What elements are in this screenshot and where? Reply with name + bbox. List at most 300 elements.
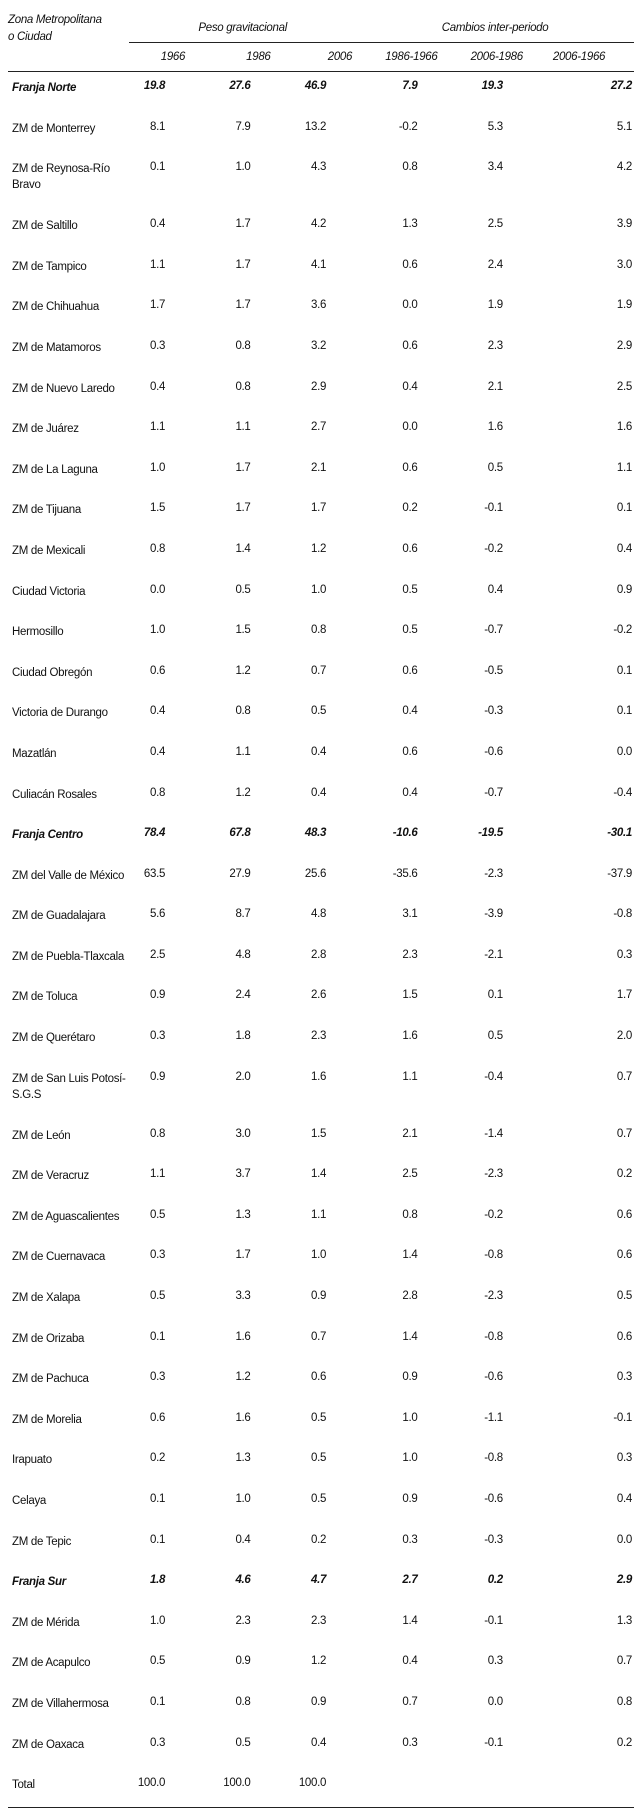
value-cell: 5.1: [616, 120, 632, 133]
value-cell: 0.4: [150, 380, 166, 393]
value-cell: 0.1: [616, 664, 632, 677]
table-row: [8, 1526, 634, 1567]
row-name: Hermosillo: [12, 626, 64, 639]
value-cell: 0.9: [150, 989, 166, 1002]
value-cell: 1.2: [311, 1655, 327, 1668]
table-row: [8, 1241, 634, 1282]
value-cell: 1.0: [150, 461, 166, 474]
value-cell: 2.9: [311, 380, 327, 393]
value-cell: 27.9: [229, 867, 251, 880]
table-row: [8, 779, 634, 820]
row-name: ZM de Oaxaca: [12, 1738, 84, 1751]
table-body: [8, 72, 634, 1808]
value-cell: 1.5: [235, 624, 251, 637]
value-cell: 0.2: [487, 1574, 503, 1587]
row-name: ZM de Villahermosa: [12, 1697, 109, 1710]
value-cell: 100.0: [275, 1769, 357, 1808]
value-cell: 2.0: [616, 1030, 632, 1043]
value-cell: 0.6: [616, 1330, 632, 1343]
value-cell: 0.6: [402, 745, 418, 758]
value-cell: 0.9: [311, 1290, 327, 1303]
value-cell: -0.1: [484, 502, 503, 515]
value-cell: -35.6: [392, 867, 418, 880]
value-cell: 1.3: [616, 1614, 632, 1627]
row-name: ZM del Valle de México: [12, 869, 125, 882]
value-cell: 3.0: [616, 258, 632, 271]
value-cell: 67.8: [229, 827, 251, 840]
table-row: [8, 1282, 634, 1323]
row-name: ZM de Saltillo: [12, 220, 78, 233]
value-cell: 0.9: [402, 1493, 418, 1505]
value-cell: 0.5: [311, 1493, 327, 1505]
row-name: ZM de Monterrey: [12, 122, 96, 135]
row-name: ZM de Aguascalientes: [12, 1210, 120, 1223]
value-cell: 3.1: [402, 908, 418, 921]
year-header: 1986-1966: [356, 43, 441, 72]
value-cell: 7.9: [235, 120, 251, 133]
value-cell: 1.0: [402, 1452, 418, 1465]
row-name: ZM de La Laguna: [12, 463, 98, 476]
value-cell: 0.4: [235, 1533, 251, 1546]
value-cell: 2.5: [402, 1168, 418, 1181]
value-cell: 1.0: [150, 624, 166, 637]
region-total-row: [8, 1566, 634, 1607]
value-cell: 0.3: [616, 1371, 632, 1384]
value-cell: -1.1: [484, 1411, 503, 1424]
value-cell: 0.7: [616, 1127, 632, 1140]
table-row: [8, 210, 634, 251]
value-cell: 2.1: [487, 380, 503, 393]
value-cell: -19.5: [478, 827, 503, 840]
table-row: [8, 1063, 634, 1120]
table-row: [8, 1022, 634, 1063]
value-cell: -30.1: [607, 827, 632, 840]
value-cell: 1.5: [402, 989, 418, 1002]
row-name: ZM de Chihuahua: [12, 301, 99, 314]
value-cell: 0.8: [235, 1695, 251, 1708]
value-cell: -0.2: [484, 542, 503, 555]
value-cell: 0.2: [150, 1452, 166, 1465]
value-cell: 0.6: [402, 461, 418, 474]
value-cell: 2.6: [311, 989, 327, 1002]
value-cell: 2.5: [616, 380, 632, 393]
value-cell: 1.7: [150, 299, 166, 312]
value-cell: -0.3: [484, 705, 503, 718]
table-row: [8, 1201, 634, 1242]
value-cell: 0.2: [311, 1533, 327, 1546]
value-cell: 2.7: [311, 421, 327, 434]
row-name: Irapuato: [12, 1454, 52, 1467]
value-cell: -2.1: [484, 948, 503, 961]
value-cell: 0.1: [150, 161, 166, 174]
value-cell: -0.4: [484, 1070, 503, 1083]
value-cell: 1.0: [311, 1249, 327, 1262]
value-cell: -0.8: [484, 1330, 503, 1343]
value-cell: 0.6: [311, 1371, 327, 1384]
value-cell: 1.7: [235, 502, 251, 515]
value-cell: -2.3: [484, 1168, 503, 1181]
value-cell: 1.1: [616, 461, 632, 474]
row-name: ZM de Puebla-Tlaxcala: [12, 950, 124, 963]
value-cell: 0.6: [402, 339, 418, 352]
value-cell: -0.1: [484, 1614, 503, 1627]
value-cell: 2.3: [402, 948, 418, 961]
group-header-peso: Peso gravitacional: [198, 22, 287, 34]
value-cell: 0.4: [402, 786, 418, 799]
value-cell: -2.3: [484, 1290, 503, 1303]
value-cell: 1.4: [311, 1168, 327, 1181]
row-name: Total: [8, 1769, 129, 1808]
value-cell: 3.7: [235, 1168, 251, 1181]
value-cell: 0.5: [235, 1736, 251, 1749]
value-cell: 0.4: [402, 380, 418, 393]
row-name: Victoria de Durango: [12, 707, 108, 720]
table-row: [8, 1160, 634, 1201]
table-row: [8, 332, 634, 373]
value-cell: 1.7: [235, 1249, 251, 1262]
table-row: [8, 1729, 634, 1770]
table-row: [8, 738, 634, 779]
value-cell: [441, 1769, 526, 1808]
value-cell: 0.7: [616, 1070, 632, 1083]
value-cell: 1.4: [402, 1614, 418, 1627]
value-cell: 1.1: [150, 1168, 166, 1181]
value-cell: -0.5: [484, 664, 503, 677]
value-cell: 0.1: [616, 705, 632, 718]
row-name: Culiacán Rosales: [12, 788, 97, 801]
value-cell: -0.7: [484, 786, 503, 799]
value-cell: 0.4: [150, 745, 166, 758]
value-cell: 1.3: [235, 1452, 251, 1465]
value-cell: 0.9: [402, 1371, 418, 1384]
value-cell: 0.2: [616, 1736, 632, 1749]
value-cell: 0.8: [150, 542, 166, 555]
value-cell: 1.6: [616, 421, 632, 434]
value-cell: 0.1: [150, 1330, 166, 1343]
row-name: Ciudad Obregón: [12, 666, 93, 679]
value-cell: 0.4: [311, 745, 327, 758]
value-cell: 0.1: [616, 502, 632, 515]
row-name: Franja Centro: [12, 829, 83, 842]
value-cell: 3.6: [311, 299, 327, 312]
value-cell: 100.0: [129, 1769, 189, 1808]
value-cell: 0.8: [150, 786, 166, 799]
row-name: Ciudad Victoria: [12, 585, 86, 598]
value-cell: 4.8: [235, 948, 251, 961]
value-cell: -3.9: [484, 908, 503, 921]
value-cell: 0.4: [150, 705, 166, 718]
value-cell: 1.7: [616, 989, 632, 1002]
value-cell: 1.6: [487, 421, 503, 434]
value-cell: [356, 1769, 441, 1808]
row-name: ZM de Pachuca: [12, 1373, 89, 1386]
row-name: ZM de León: [12, 1129, 71, 1142]
value-cell: 1.8: [150, 1574, 166, 1587]
value-cell: 2.8: [402, 1290, 418, 1303]
value-cell: 3.2: [311, 339, 327, 352]
value-cell: 1.7: [311, 502, 327, 515]
value-cell: 0.5: [487, 461, 503, 474]
value-cell: 0.5: [402, 624, 418, 637]
value-cell: 0.6: [616, 1249, 632, 1262]
row-name: ZM de Nuevo Laredo: [12, 382, 115, 395]
table-row: [8, 113, 634, 154]
value-cell: 25.6: [304, 867, 327, 880]
row-name: ZM de Matamoros: [12, 341, 101, 354]
value-cell: 19.8: [143, 80, 166, 92]
row-name: ZM de San Luis Potosí-S.G.S: [12, 1072, 126, 1101]
value-cell: 0.9: [311, 1695, 327, 1708]
value-cell: 4.3: [311, 161, 327, 174]
value-cell: 3.0: [235, 1127, 251, 1140]
value-cell: 1.6: [402, 1030, 418, 1043]
table-row: [8, 616, 634, 657]
value-cell: 2.3: [235, 1614, 251, 1627]
value-cell: 100.0: [189, 1769, 274, 1808]
value-cell: 1.2: [235, 786, 251, 799]
value-cell: 0.4: [311, 786, 327, 799]
value-cell: 1.0: [150, 1614, 166, 1627]
group-header-cambios: Cambios inter-periodo: [441, 22, 549, 34]
value-cell: 0.4: [150, 218, 166, 231]
value-cell: 1.4: [402, 1249, 418, 1262]
value-cell: 1.1: [235, 745, 251, 758]
row-name: ZM de Guadalajara: [12, 910, 106, 923]
row-name: ZM de Morelia: [12, 1413, 82, 1426]
value-cell: 1.8: [235, 1030, 251, 1043]
table-row: [8, 494, 634, 535]
header-row-groups: [8, 4, 634, 43]
row-name: Mazatlán: [12, 747, 57, 760]
region-total-row: [8, 819, 634, 860]
value-cell: -0.1: [613, 1411, 632, 1424]
value-cell: 1.4: [402, 1330, 418, 1343]
name-header-line1: Zona Metropolitana: [8, 14, 102, 26]
value-cell: 0.2: [402, 502, 418, 515]
value-cell: 46.9: [304, 80, 327, 92]
value-cell: 1.2: [235, 664, 251, 677]
value-cell: 0.6: [402, 542, 418, 555]
value-cell: 0.1: [487, 989, 503, 1002]
row-name: ZM de Reynosa-Río Bravo: [12, 163, 110, 192]
value-cell: 0.3: [150, 339, 166, 352]
value-cell: 0.6: [150, 1411, 166, 1424]
value-cell: 0.0: [616, 1533, 632, 1546]
value-cell: -10.6: [392, 827, 418, 840]
value-cell: 0.8: [311, 624, 327, 637]
value-cell: 0.5: [311, 705, 327, 718]
table-row: [8, 413, 634, 454]
value-cell: 0.6: [402, 664, 418, 677]
value-cell: 1.0: [235, 161, 251, 174]
table-row: [8, 291, 634, 332]
value-cell: 0.8: [235, 339, 251, 352]
row-name: ZM de Toluca: [12, 991, 78, 1004]
value-cell: 0.4: [616, 1493, 632, 1505]
value-cell: 0.8: [402, 1208, 418, 1221]
value-cell: 0.3: [150, 1249, 166, 1262]
value-cell: 1.2: [311, 542, 327, 555]
value-cell: 0.9: [235, 1655, 251, 1668]
value-cell: 0.0: [487, 1695, 503, 1708]
value-cell: 0.0: [402, 421, 418, 434]
row-name: Celaya: [12, 1495, 46, 1507]
row-name: ZM de Cuernavaca: [12, 1251, 105, 1264]
value-cell: 0.4: [616, 542, 632, 555]
value-cell: 2.1: [311, 461, 327, 474]
value-cell: 13.2: [304, 120, 327, 133]
value-cell: 1.1: [150, 421, 166, 434]
value-cell: 0.5: [150, 1208, 166, 1221]
table-row: [8, 576, 634, 617]
value-cell: 2.3: [311, 1614, 327, 1627]
table-row: [8, 900, 634, 941]
row-name: ZM de Mérida: [12, 1616, 80, 1629]
table-row: [8, 860, 634, 901]
row-name: Franja Norte: [12, 82, 77, 94]
value-cell: 1.3: [402, 218, 418, 231]
value-cell: -0.6: [484, 745, 503, 758]
value-cell: 0.5: [311, 1411, 327, 1424]
table-row: [8, 1404, 634, 1445]
table-row: [8, 1647, 634, 1688]
region-total-row: [8, 72, 634, 113]
value-cell: 1.0: [235, 1493, 251, 1505]
table-row: [8, 1444, 634, 1485]
value-cell: 48.3: [304, 827, 327, 840]
year-header: 2006-1986: [441, 43, 526, 72]
value-cell: 1.4: [235, 542, 251, 555]
value-cell: -1.4: [484, 1127, 503, 1140]
value-cell: 1.9: [487, 299, 503, 312]
value-cell: 0.4: [402, 1655, 418, 1668]
table-row: [8, 697, 634, 738]
value-cell: -2.3: [484, 867, 503, 880]
value-cell: 2.1: [402, 1127, 418, 1140]
value-cell: 0.3: [402, 1736, 418, 1749]
value-cell: 1.1: [235, 421, 251, 434]
value-cell: 2.3: [487, 339, 503, 352]
value-cell: 27.6: [229, 80, 251, 92]
row-name: ZM de Xalapa: [12, 1292, 80, 1305]
value-cell: 0.3: [616, 948, 632, 961]
value-cell: 1.6: [311, 1070, 327, 1083]
value-cell: 0.5: [235, 583, 251, 596]
value-cell: 1.3: [235, 1208, 251, 1221]
value-cell: 0.6: [150, 664, 166, 677]
row-name: ZM de Tijuana: [12, 504, 81, 517]
row-name: ZM de Acapulco: [12, 1657, 91, 1670]
table-row: [8, 251, 634, 292]
value-cell: 4.2: [616, 161, 632, 174]
value-cell: -0.1: [484, 1736, 503, 1749]
value-cell: 2.8: [311, 948, 327, 961]
value-cell: 8.7: [235, 908, 251, 921]
value-cell: 1.6: [235, 1411, 251, 1424]
table-row: [8, 1363, 634, 1404]
value-cell: 3.9: [616, 218, 632, 231]
value-cell: 1.0: [402, 1411, 418, 1424]
value-cell: 0.3: [616, 1452, 632, 1465]
year-header: 2006-1966: [527, 43, 634, 72]
value-cell: 4.7: [311, 1574, 327, 1587]
value-cell: 2.3: [311, 1030, 327, 1043]
value-cell: 1.1: [402, 1070, 418, 1083]
value-cell: 4.6: [235, 1574, 251, 1587]
table-row: [8, 454, 634, 495]
value-cell: 0.0: [150, 583, 166, 596]
value-cell: 4.2: [311, 218, 327, 231]
name-header-line2: o Ciudad: [8, 31, 52, 43]
value-cell: 1.7: [235, 258, 251, 271]
value-cell: 0.6: [402, 258, 418, 271]
value-cell: 0.4: [311, 1736, 327, 1749]
value-cell: 2.0: [235, 1070, 251, 1083]
value-cell: 1.7: [235, 461, 251, 474]
value-cell: -0.6: [484, 1493, 503, 1505]
value-cell: 0.7: [402, 1695, 418, 1708]
value-cell: -0.7: [484, 624, 503, 637]
value-cell: 0.7: [616, 1655, 632, 1668]
value-cell: 0.8: [235, 705, 251, 718]
value-cell: 3.3: [235, 1290, 251, 1303]
value-cell: -0.2: [398, 120, 418, 133]
value-cell: 4.8: [311, 908, 327, 921]
value-cell: 0.3: [150, 1030, 166, 1043]
value-cell: 0.5: [402, 583, 418, 596]
row-name: ZM de Tepic: [12, 1535, 72, 1548]
value-cell: 0.5: [616, 1290, 632, 1303]
table-row: [8, 657, 634, 698]
total-row: [8, 1769, 634, 1808]
value-cell: 0.7: [311, 1330, 327, 1343]
table-row: [8, 1688, 634, 1729]
row-name: ZM de Orizaba: [12, 1332, 85, 1345]
value-cell: 0.5: [150, 1290, 166, 1303]
table-row: [8, 981, 634, 1022]
row-name: ZM de Veracruz: [12, 1170, 89, 1183]
name-column-header: [8, 4, 129, 72]
value-cell: 0.3: [402, 1533, 418, 1546]
value-cell: 0.8: [150, 1127, 166, 1140]
value-cell: 2.4: [487, 258, 503, 271]
value-cell: 0.3: [487, 1655, 503, 1668]
value-cell: 78.4: [143, 827, 166, 840]
table-row: [8, 535, 634, 576]
value-cell: 0.2: [616, 1168, 632, 1181]
table-row: [8, 373, 634, 414]
value-cell: 0.4: [402, 705, 418, 718]
value-cell: 7.9: [402, 80, 418, 92]
value-cell: 0.3: [150, 1736, 166, 1749]
value-cell: 63.5: [143, 867, 166, 880]
table-row: [8, 1607, 634, 1648]
value-cell: 0.5: [150, 1655, 166, 1668]
value-cell: 1.2: [235, 1371, 251, 1384]
value-cell: 0.8: [616, 1695, 632, 1708]
value-cell: 0.0: [402, 299, 418, 312]
value-cell: 0.5: [311, 1452, 327, 1465]
value-cell: -37.9: [607, 867, 632, 880]
value-cell: 5.6: [150, 908, 166, 921]
value-cell: 5.3: [487, 120, 503, 133]
value-cell: 0.7: [311, 664, 327, 677]
year-header: 1966: [129, 43, 189, 72]
value-cell: 8.1: [150, 120, 166, 133]
row-name: ZM de Mexicali: [12, 544, 86, 557]
value-cell: 0.6: [616, 1208, 632, 1221]
value-cell: -0.2: [613, 624, 632, 637]
